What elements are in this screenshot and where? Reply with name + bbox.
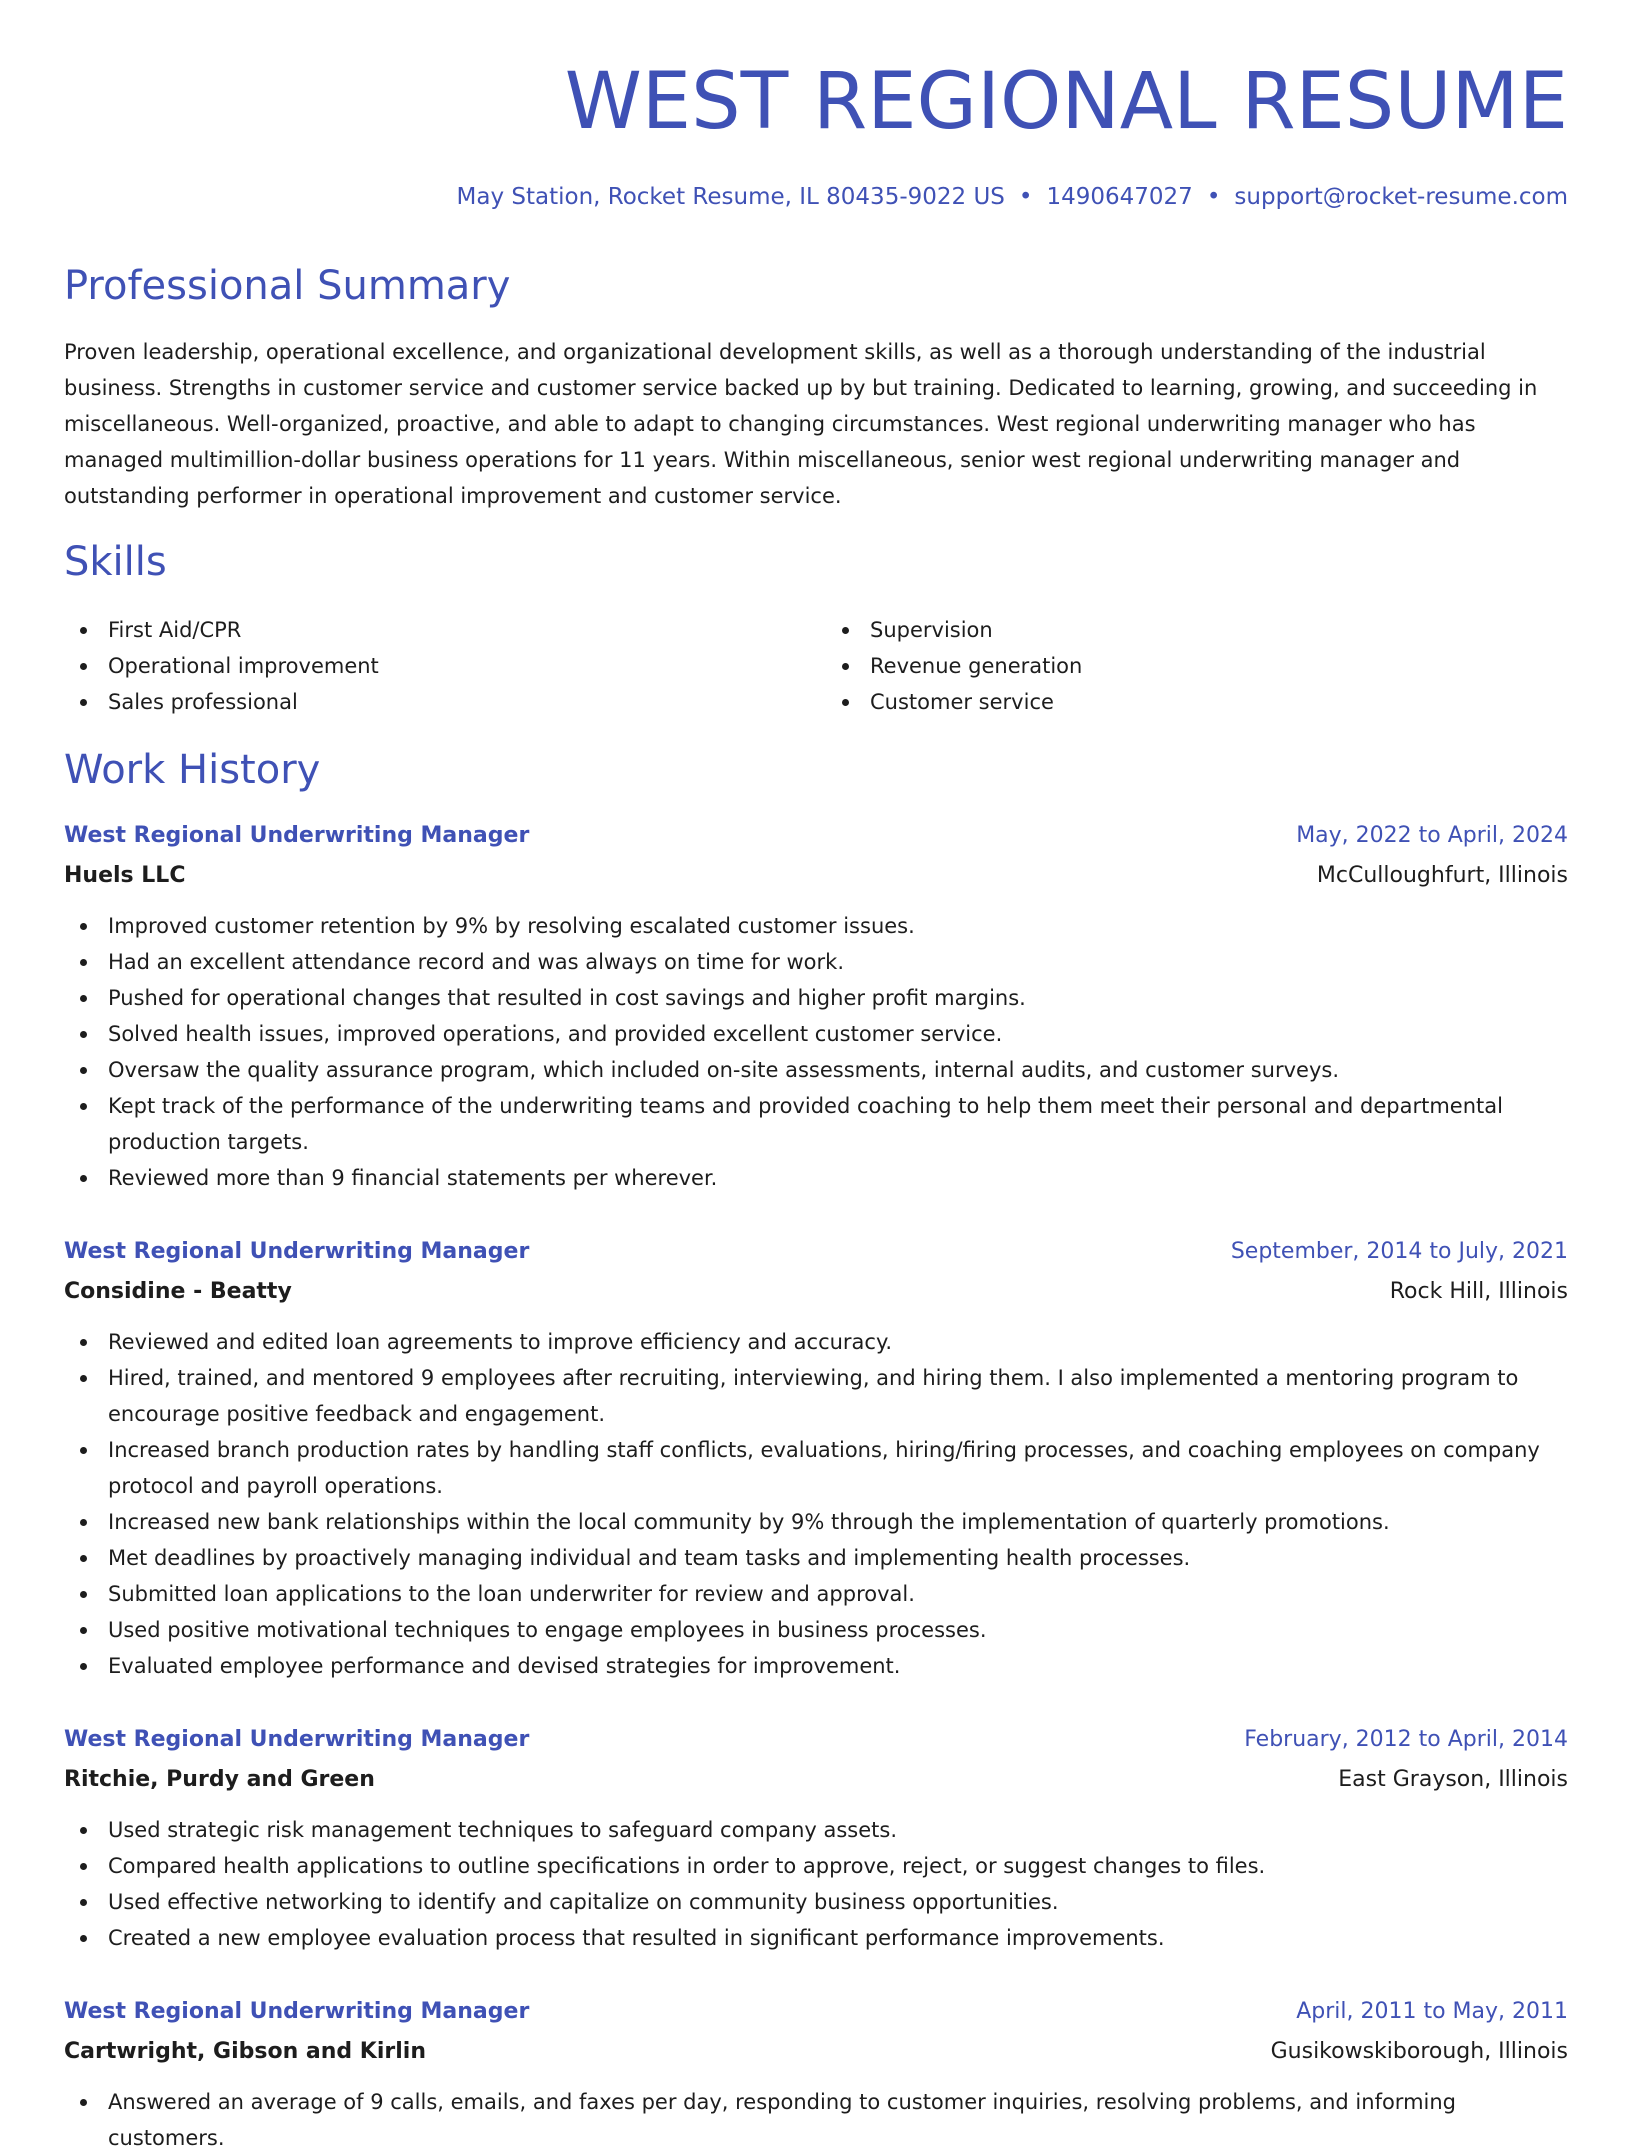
job-dates: May, 2022 to April, 2024 [1296, 823, 1568, 848]
job-bullet: Improved customer retention by 9% by resolving escalated customer issues. [64, 908, 1568, 944]
job-bullet: Reviewed more than 9 financial statements per wherever. [64, 1160, 1568, 1196]
contact-line [457, 180, 1568, 214]
contact-separator: • [1206, 184, 1221, 210]
job-bullet: Used positive motivational techniques to engage employees in business processes. [64, 1612, 1568, 1648]
job-location: Rock Hill, Illinois [1389, 1279, 1568, 1304]
skill-item: First Aid/CPR [64, 612, 806, 648]
work-history-heading: Work History [64, 747, 321, 793]
job-entry [64, 1720, 1568, 1956]
job-dates: September, 2014 to July, 2021 [1230, 1239, 1568, 1264]
job-bullet: Had an excellent attendance record and was always on time for work. [64, 944, 1568, 980]
job-bullet: Oversaw the quality assurance program, which included on-site assessments, internal audits, and customer surveys. [64, 1052, 1568, 1088]
job-title: West Regional Underwriting Manager [64, 823, 530, 848]
job-bullet: Compared health applications to outline specifications in order to approve, reject, or suggest changes to files. [64, 1848, 1568, 1884]
skill-item: Revenue generation [826, 648, 1568, 684]
job-title: West Regional Underwriting Manager [64, 1999, 530, 2024]
job-dates: February, 2012 to April, 2014 [1244, 1727, 1568, 1752]
job-company: Cartwright, Gibson and Kirlin [64, 2039, 426, 2064]
contact-separator: • [1018, 184, 1033, 210]
contact-email[interactable]: support@rocket-resume.com [1234, 184, 1568, 210]
job-bullet: Reviewed and edited loan agreements to improve efficiency and accuracy. [64, 1324, 1568, 1360]
job-company: Huels LLC [64, 863, 186, 888]
job-entry [64, 1232, 1568, 1684]
resume-name: WEST REGIONAL RESUME [564, 57, 1568, 147]
skill-item: Customer service [826, 684, 1568, 720]
job-entry [64, 816, 1568, 1196]
summary-heading: Professional Summary [64, 263, 511, 309]
job-bullets [64, 1324, 1568, 1684]
skill-item: Supervision [826, 612, 1568, 648]
job-bullet: Answered an average of 9 calls, emails, and faxes per day, responding to customer inquiries, resolving problems, and informing customers. [64, 2084, 1568, 2156]
job-bullet: Used effective networking to identify and capitalize on community business opportunities. [64, 1884, 1568, 1920]
job-bullet: Used strategic risk management techniques to safeguard company assets. [64, 1812, 1568, 1848]
skill-item: Sales professional [64, 684, 806, 720]
job-entry [64, 1992, 1568, 2156]
summary-text: Proven leadership, operational excellence, and organizational development skills, as well as a thorough understanding of the industrial business. Strengths in customer service and customer service backed up by but training. Dedicated to learning, growing, and succeeding in miscellaneous. Well-organized, proactive, and able to adapt to changing circumstances. West regional underwriting manager who has managed multimillion-dollar business operations for 11 years. Within miscellaneous, senior west regional underwriting manager and outstanding performer in operational improvement and customer service. [64, 340, 1538, 508]
job-dates: April, 2011 to May, 2011 [1296, 1999, 1568, 2024]
job-bullet: Pushed for operational changes that resulted in cost savings and higher profit margins. [64, 980, 1568, 1016]
job-company: Considine - Beatty [64, 1279, 292, 1304]
job-title: West Regional Underwriting Manager [64, 1239, 530, 1264]
job-bullet: Kept track of the performance of the underwriting teams and provided coaching to help them meet their personal and departmental production targets. [64, 1088, 1568, 1160]
job-bullets [64, 1812, 1568, 1956]
job-bullet: Met deadlines by proactively managing individual and team tasks and implementing health processes. [64, 1540, 1568, 1576]
job-bullets [64, 908, 1568, 1196]
job-bullet: Submitted loan applications to the loan underwriter for review and approval. [64, 1576, 1568, 1612]
contact-phone: 1490647027 [1046, 184, 1193, 210]
job-bullet: Evaluated employee performance and devised strategies for improvement. [64, 1648, 1568, 1684]
job-company: Ritchie, Purdy and Green [64, 1767, 375, 1792]
job-location: McCulloughfurt, Illinois [1316, 863, 1568, 888]
contact-address: May Station, Rocket Resume, IL 80435-9022 US [456, 184, 1005, 210]
job-location: Gusikowskiborough, Illinois [1270, 2039, 1568, 2064]
skills-heading: Skills [64, 539, 167, 585]
job-bullet: Hired, trained, and mentored 9 employees after recruiting, interviewing, and hiring them. I also implemented a mentoring program to encourage positive feedback and engagement. [64, 1360, 1568, 1432]
skill-item: Operational improvement [64, 648, 806, 684]
job-bullets [64, 2084, 1568, 2156]
job-bullet: Increased branch production rates by handling staff conflicts, evaluations, hiring/firing processes, and coaching employees on company protocol and payroll operations. [64, 1432, 1568, 1504]
job-location: East Grayson, Illinois [1338, 1767, 1568, 1792]
job-title: West Regional Underwriting Manager [64, 1727, 530, 1752]
job-bullet: Solved health issues, improved operations, and provided excellent customer service. [64, 1016, 1568, 1052]
job-bullet: Increased new bank relationships within the local community by 9% through the implementation of quarterly promotions. [64, 1504, 1568, 1540]
skills-list [64, 612, 1568, 720]
job-bullet: Created a new employee evaluation process that resulted in significant performance improvements. [64, 1920, 1568, 1956]
